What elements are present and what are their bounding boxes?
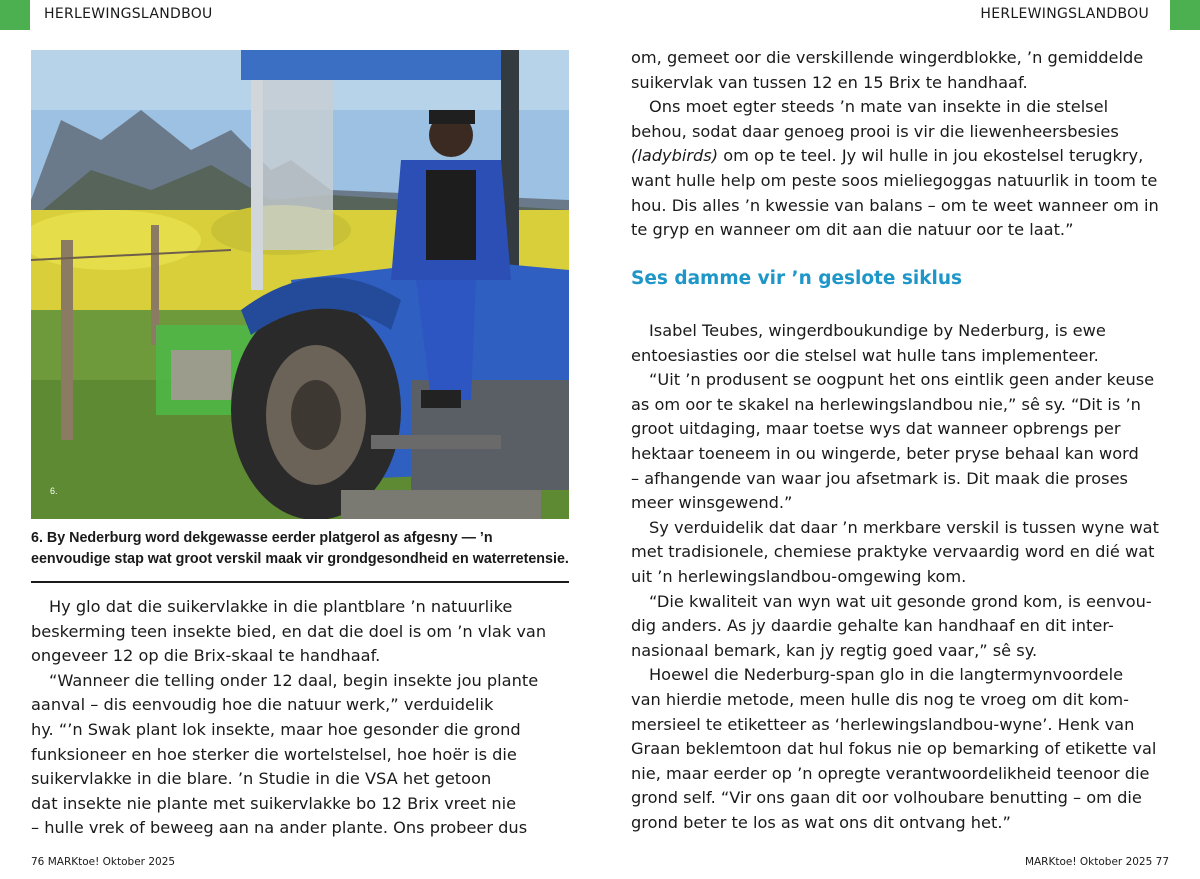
header-accent-block <box>1170 0 1200 30</box>
text-line: uit ’n herlewingslandbou-omgewing kom. <box>631 566 967 586</box>
left-column-text <box>31 595 569 841</box>
tractor-illustration <box>31 50 569 519</box>
text-line: ongeveer 12 op die Brix-skaal te handhaaf. <box>31 646 381 666</box>
text-line: hy. “’n Swak plant lok insekte, maar hoe gesonder die grond <box>31 719 521 739</box>
text-line: behou, sodat daar genoeg prooi is vir die liewenheersbesies <box>631 121 1119 141</box>
footer-right-page-number: MARKtoe! Oktober 2025 77 <box>1024 856 1169 868</box>
text-line: mersieel te etiketteer as ‘herlewingslandbou-wyne’. Henk van <box>631 714 1135 734</box>
right-column-bottom-text <box>631 319 1171 835</box>
text-line: beskerming teen insekte bied, en dat die doel is om ’n vlak van <box>31 621 547 641</box>
text-line: “Wanneer die telling onder 12 daal, begin insekte jou plante <box>49 670 539 690</box>
text-line-rest: om op te teel. Jy wil hulle in jou ekostelsel terugkry, <box>723 146 1144 166</box>
text-line: hou. Dis alles ’n kwessie van balans – om te weet wanneer om in <box>631 195 1159 215</box>
text-line: Isabel Teubes, wingerdboukundige by Nederburg, is ewe <box>649 321 1106 340</box>
left-page-header <box>0 0 600 30</box>
text-line: te gryp en wanneer om dit aan die natuur oor te laat.” <box>631 220 1074 240</box>
section-label-right: HERLEWINGSLANDBOU <box>980 6 1149 22</box>
text-line: nasionaal bemark, kan jy regtig goed vaar,” sê sy. <box>631 640 1038 660</box>
text-line: grond beter te los as wat ons dit ontvang het.” <box>631 812 1011 832</box>
right-column-top-text <box>631 46 1171 243</box>
text-line: dat insekte nie plante met suikervlakke bo 12 Brix vreet nie <box>31 793 517 813</box>
text-line <box>631 144 1171 169</box>
text-line: want hulle help om peste soos mieliegoggas natuurlik in toom te <box>631 170 1158 190</box>
text-line: entoesiasties oor die stelsel wat hulle tans implementeer. <box>631 345 1099 365</box>
photo-caption: 6. By Nederburg word dekgewasse eerder platgerol as afgesny — ’n eenvoudige stap wat groot verskil maak vir grondgesondheid en waterretensie. <box>31 530 569 567</box>
text-line: groot uitdaging, maar toetse wys dat wanneer opbrengs per <box>631 419 1121 439</box>
text-line: met tradisionele, chemiese praktyke vervaardig word en dié wat <box>631 542 1155 562</box>
text-line: van hierdie metode, meen hulle dis nog te vroeg om dit kom- <box>631 689 1130 709</box>
tractor-photo <box>31 50 569 519</box>
text-line: Ons moet egter steeds ’n mate van insekte in die stelsel <box>649 97 1109 117</box>
section-subheading: Ses damme vir ’n geslote siklus <box>631 268 963 289</box>
text-line: Sy verduidelik dat daar ’n merkbare verskil is tussen wyne wat <box>649 517 1159 537</box>
text-line: suikervlak van tussen 12 en 15 Brix te handhaaf. <box>631 72 1028 92</box>
text-line: Graan beklemtoon dat hul fokus nie op bemarking of etikette val <box>631 739 1157 759</box>
text-line: dig anders. As jy daardie gehalte kan handhaaf en dit inter- <box>631 616 1114 636</box>
text-line: hektaar toeneem in ou wingerde, beter pryse behaal kan word <box>631 443 1139 463</box>
text-line: funksioneer en hoe sterker die wortelstelsel, hoe hoër is die <box>31 744 517 764</box>
text-line: “Die kwaliteit van wyn wat uit gesonde grond kom, is eenvou- <box>649 591 1152 611</box>
text-line: – afhangende van waar jou afsetmark is. Dit maak die proses <box>631 468 1128 488</box>
text-line: Hy glo dat die suikervlakke in die plantblare ’n natuurlike <box>49 597 513 616</box>
text-line: Hoewel die Nederburg-span glo in die langtermynvoordele <box>649 665 1124 685</box>
text-line: – hulle vrek of beweeg aan na ander plante. Ons probeer dus <box>31 818 528 838</box>
text-line: “Uit ’n produsent se oogpunt het ons eintlik geen ander keuse <box>649 370 1155 390</box>
text-line: suikervlakke in die blare. ’n Studie in die VSA het getoon <box>31 769 492 789</box>
ladybirds-term: (ladybirds) <box>631 146 719 166</box>
right-page-header <box>600 0 1200 30</box>
text-line: aanval – dis eenvoudig hoe die natuur werk,” verduidelik <box>31 695 494 715</box>
photo-number: 6. <box>50 486 58 496</box>
footer-left-page-number: 76 MARKtoe! Oktober 2025 <box>31 856 176 868</box>
header-accent-block <box>0 0 30 30</box>
caption-divider <box>31 581 569 583</box>
text-line: as om oor te skakel na herlewingslandbou nie,” sê sy. “Dit is ’n <box>631 394 1141 414</box>
text-line: om, gemeet oor die verskillende wingerdblokke, ’n gemiddelde <box>631 48 1144 67</box>
text-line: meer winsgewend.” <box>631 493 793 513</box>
text-line: nie, maar eerder op ’n opregte verantwoordelikheid teenoor die <box>631 763 1150 783</box>
section-label-left: HERLEWINGSLANDBOU <box>44 6 213 22</box>
text-line: grond self. “Vir ons gaan dit oor volhoubare benutting – om die <box>631 788 1142 808</box>
